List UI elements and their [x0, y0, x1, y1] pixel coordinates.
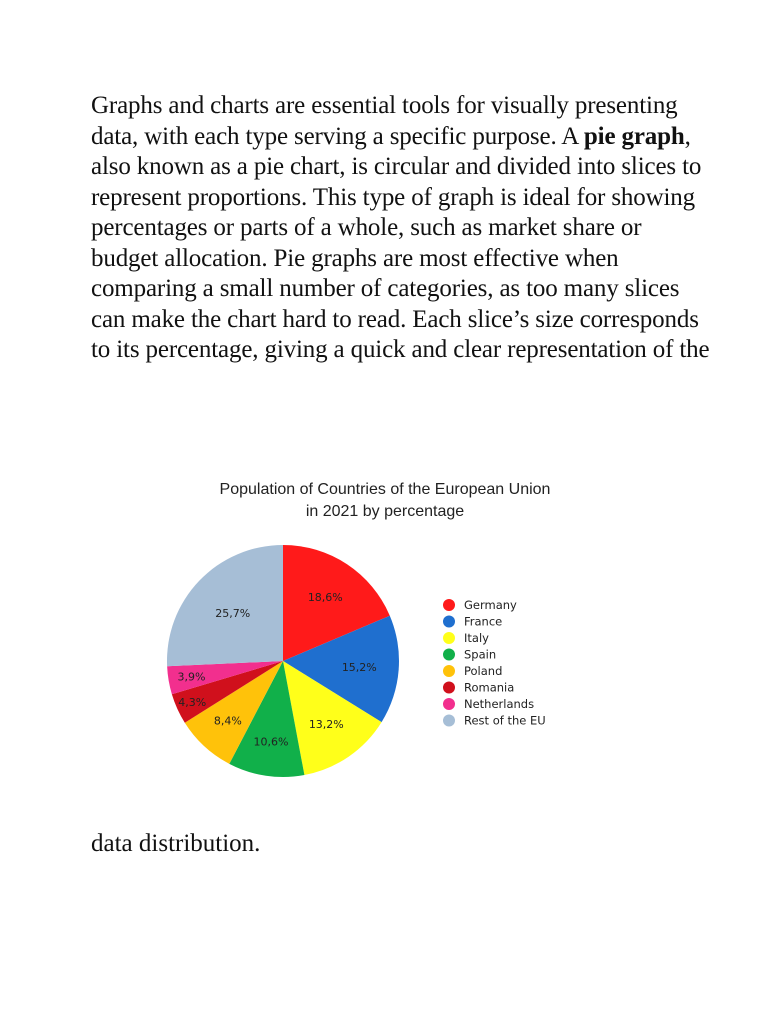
legend-marker-italy — [443, 632, 455, 644]
pie-label-france: 15,2% — [341, 660, 377, 674]
pie-graph-term: pie graph — [583, 122, 685, 150]
legend-marker-netherlands — [443, 698, 455, 710]
legend-label-netherlands: Netherlands — [464, 697, 535, 711]
pie-label-spain: 10,6% — [253, 735, 289, 749]
legend-label-rest-of-the-eu: Rest of the EU — [464, 713, 546, 728]
legend-marker-rest-of-the-eu — [443, 715, 455, 727]
pie-label-netherlands: 3,9% — [177, 670, 206, 684]
legend-marker-poland — [443, 665, 455, 677]
pie-label-italy: 13,2% — [308, 718, 344, 732]
legend-label-romania: Romania — [464, 680, 515, 695]
legend-marker-romania — [443, 682, 455, 694]
pie-label-romania: 4,3% — [178, 696, 207, 710]
pie-label-poland: 8,4% — [213, 714, 242, 728]
pie-label-rest-of-the-eu: 25,7% — [215, 606, 251, 620]
pie-slice-rest-of-the-eu — [167, 545, 283, 666]
body-paragraph — [91, 91, 711, 366]
legend-label-spain: Spain — [464, 647, 497, 662]
paragraph-text-end: , also known as a pie chart, is circular and divided into slices to represent proportions. This type of graph is ideal for showing percentages or parts of a whole, such as market share or budget allocation. Pie graphs are most effective when comparing a small number of categories, as too many slices can make the chart hard to read. Each slice’s size corresponds to its percentage, giving a quick and clear representation of the — [91, 122, 710, 363]
legend-label-poland: Poland — [464, 664, 503, 678]
legend-label-italy: Italy — [464, 631, 489, 645]
pie-chart-figure — [146, 443, 624, 809]
chart-title: Population of Countries of the European Union — [219, 481, 551, 498]
paragraph-continuation: data distribution. — [91, 830, 261, 857]
legend-marker-spain — [443, 649, 455, 661]
legend-label-germany: Germany — [464, 598, 517, 612]
legend-label-france: France — [464, 614, 503, 629]
chart-subtitle: in 2021 by percentage — [305, 503, 465, 520]
legend-marker-germany — [443, 599, 455, 611]
pie-chart — [146, 443, 624, 809]
pie-label-germany: 18,6% — [307, 591, 343, 605]
legend-marker-france — [443, 616, 455, 628]
paragraph-text-start: Graphs and charts are essential tools for visually presenting data, with each type serving a specific purpose. A — [91, 92, 678, 150]
